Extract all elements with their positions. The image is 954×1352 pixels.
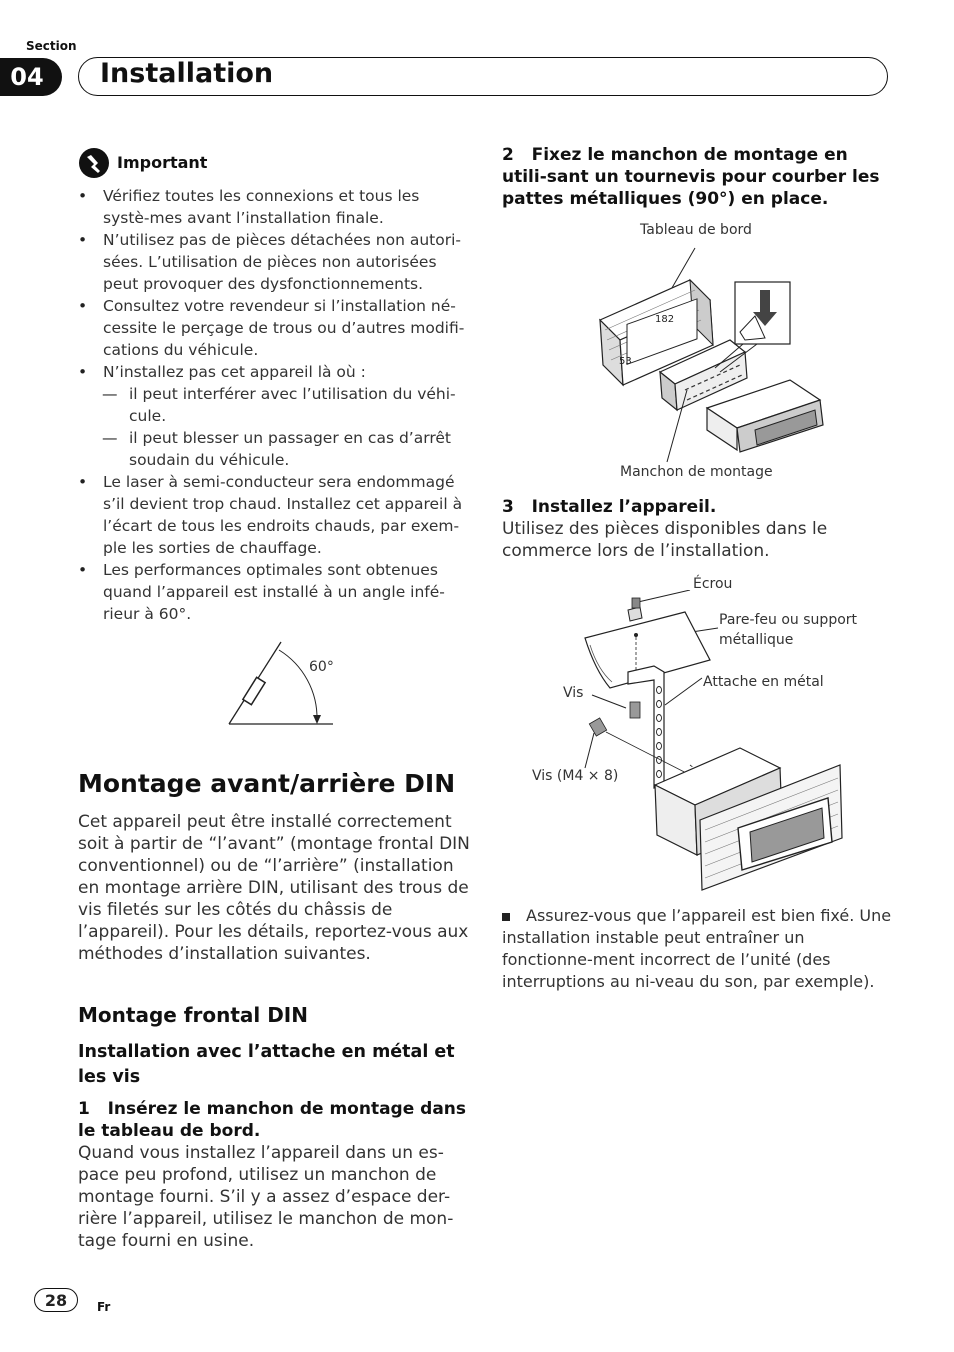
section-heading: Montage avant/arrière DIN xyxy=(78,769,456,798)
figure-label-sleeve: Manchon de montage xyxy=(620,464,773,480)
label-screw-m4: Vis (M4 × 8) xyxy=(532,768,619,784)
label-firewall: Pare-feu ou support métallique xyxy=(719,612,858,648)
subsection-heading: Montage frontal DIN xyxy=(78,1003,308,1027)
list-item: • N’utilisez pas de pièces détachées non autori-sées. L’utilisation de pièces non autorisées peut provoquer des dysfonctionnements. xyxy=(78,229,468,295)
dimension-53: 53 xyxy=(619,356,632,367)
label-metal-strap: Attache en métal xyxy=(703,674,824,690)
label-screw: Vis xyxy=(563,685,584,701)
sleeve-diagram xyxy=(595,240,835,465)
important-list xyxy=(78,185,468,625)
step-3-text: Utilisez des pièces disponibles dans le commerce lors de l’installation. xyxy=(502,519,828,561)
list-item: • Le laser à semi-conducteur sera endommagé s’il devient trop chaud. Installez cet appareil à l’écart de tous les endroits chauds, par exem-ple les sorties de chauffage. xyxy=(78,471,468,559)
installation-diagram xyxy=(580,590,850,895)
angle-label: 60° xyxy=(309,659,334,675)
intro-paragraph: Cet appareil peut être installé correctement soit à partir de “l’avant” (montage frontal DIN conventionnel) ou de “l’arrière” (installation en montage arrière DIN, utilisant des trous de vis filetés sur les côtés du châssis de l’appareil). Pour les détails, reportez-vous aux méthodes d’installation suivantes. xyxy=(78,812,470,964)
step-1-text: Quand vous installez l’appareil dans un es-pace peu profond, utilisez un manchon de montage fourni. S’il y a assez d’espace der-rière l’appareil, utilisez le manchon de mon-tage fourni en usine. xyxy=(78,1143,454,1251)
step-2-title: 2 Fixez le manchon de montage en utili-sant un tournevis pour courber les pattes métalliques (90°) en place. xyxy=(502,145,880,209)
language-code: Fr xyxy=(97,1300,111,1314)
page-title: Installation xyxy=(100,58,274,89)
important-label: Important xyxy=(117,153,208,172)
note-square-icon xyxy=(502,913,510,921)
important-icon xyxy=(78,147,110,179)
label-nut: Écrou xyxy=(693,576,733,592)
dimension-182: 182 xyxy=(655,314,675,325)
subsubsection-heading: Installation avec l’attache en métal et les vis xyxy=(78,1042,455,1087)
list-item: • Les performances optimales sont obtenues quand l’appareil est installé à un angle infé-rieur à 60°. xyxy=(78,559,468,625)
list-item: — il peut interférer avec l’utilisation du véhi-cule. xyxy=(78,383,468,427)
section-label: Section xyxy=(26,39,77,53)
section-number-badge: 04 xyxy=(0,58,62,96)
angle-diagram xyxy=(225,638,340,730)
list-item: • Consultez votre revendeur si l’installation né-cessite le perçage de trous ou d’autres modifi-cations du véhicule. xyxy=(78,295,468,361)
page-number: 28 xyxy=(34,1288,78,1312)
list-item: — il peut blesser un passager en cas d’arrêt soudain du véhicule. xyxy=(78,427,468,471)
step-3-title: 3 Installez l’appareil. xyxy=(502,497,717,517)
list-item: • N’installez pas cet appareil là où : xyxy=(78,361,468,383)
step-1-title: 1 Insérez le manchon de montage dans le tableau de bord. xyxy=(78,1099,467,1141)
note-text: Assurez-vous que l’appareil est bien fixé. Une installation instable peut entraîner un fonctionne-ment incorrect de l’unité (des interruptions au ni-veau du son, par exemple). xyxy=(502,906,892,991)
note-paragraph xyxy=(502,905,894,993)
list-item: • Vérifiez toutes les connexions et tous les systè-mes avant l’installation finale. xyxy=(78,185,468,229)
figure-label-dashboard: Tableau de bord xyxy=(640,222,752,238)
